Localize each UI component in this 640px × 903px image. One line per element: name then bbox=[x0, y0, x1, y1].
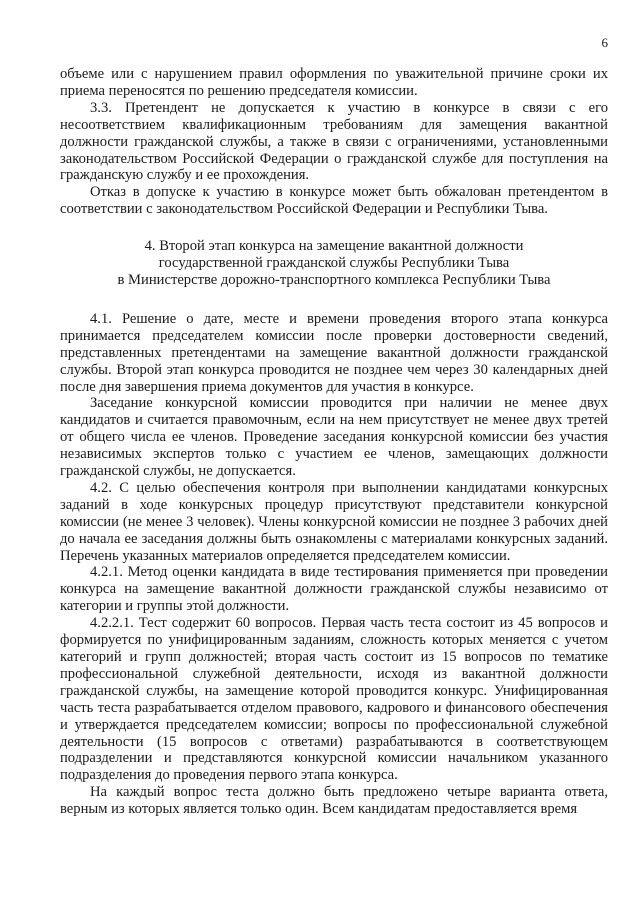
paragraph-4-2-2-1: 4.2.2.1. Тест содержит 60 вопросов. Первая часть теста состоит из 45 вопросов и формируется по унифицированным заданиям, сложность которых меняется с учетом категорий и групп должностей; вторая часть состоит из 15 вопросов по тематике профессиональной служебной деятельности, исходя из вакантной должности гражданской службы, на замещение которой проводится конкурс. Унифицированная часть теста разрабатывается отделом правового, кадрового и финансового обеспечения и утверждается председателем комиссии; вопросы по профессиональной служебной деятельности (15 вопросов с ответами) разрабатываются в соответствующем подразделении и представляются конкурсной комиссии начальником указанного подразделения до проведения первого этапа конкурса. bbox=[60, 615, 608, 784]
page-number: 6 bbox=[601, 35, 608, 50]
paragraph-continuation: объеме или с нарушением правил оформления по уважительной причине сроки их приема переносятся по решению председателя комиссии. bbox=[60, 66, 608, 99]
paragraph-4-1: 4.1. Решение о дате, месте и времени проведения второго этапа конкурса принимается председателем комиссии после проверки достоверности сведений, представленных претендентами на замещение вакантной должности гражданской службы. Второй этап конкурса проводится не позднее чем через 30 календарных дней после дня завершения приема документов для участия в конкурсе. bbox=[60, 310, 608, 395]
section-heading bbox=[60, 238, 608, 289]
paragraph-4-2-1: 4.2.1. Метод оценки кандидата в виде тестирования применяется при проведении конкурса на замещение вакантной должности гражданской службы независимо от категории и группы этой должности. bbox=[60, 564, 608, 615]
paragraph-appeal: Отказ в допуске к участию в конкурсе может быть обжалован претендентом в соответствии с законодательством Российской Федерации и Республики Тыва. bbox=[60, 184, 608, 218]
paragraph-meeting: Заседание конкурсной комиссии проводится при наличии не менее двух кандидатов и считается правомочным, если на нем присутствует не менее двух третей от общего числа ее членов. Проведение заседания конкурсной комиссии без участия независимых экспертов только с участием ее членов, замещающих должности гражданской службы, не допускается. bbox=[60, 395, 608, 480]
paragraph-4-2: 4.2. С целью обеспечения контроля при выполнении кандидатами конкурсных заданий в ходе конкурсных процедур присутствуют представители конкурсной комиссии (не менее 3 человек). Члены конкурсной комиссии не позднее 3 рабочих дней до начала ее заседания должны быть ознакомлены с материалами конкурсных заданий. Перечень указанных материалов определяется председателем комиссии. bbox=[60, 479, 608, 564]
paragraph-3-3: 3.3. Претендент не допускается к участию в конкурсе в связи с его несоответствием квалификационным требованиям для замещения вакантной должности гражданской службы, а также в связи с ограничениями, установленными законодательством Российской Федерации о гражданской службе для поступления на гражданскую службу и ее прохождения. bbox=[60, 99, 608, 184]
section-heading-line: государственной гражданской службы Республики Тыва bbox=[158, 255, 510, 272]
document-body bbox=[60, 66, 608, 818]
section-heading-line: в Министерстве дорожно-транспортного комплекса Республики Тыва bbox=[117, 271, 551, 288]
paragraph-test-answers: На каждый вопрос теста должно быть предложено четыре варианта ответа, верным из которых является только один. Всем кандидатам предоставляется время bbox=[60, 784, 608, 818]
section-heading-line: 4. Второй этап конкурса на замещение вакантной должности bbox=[144, 238, 524, 255]
